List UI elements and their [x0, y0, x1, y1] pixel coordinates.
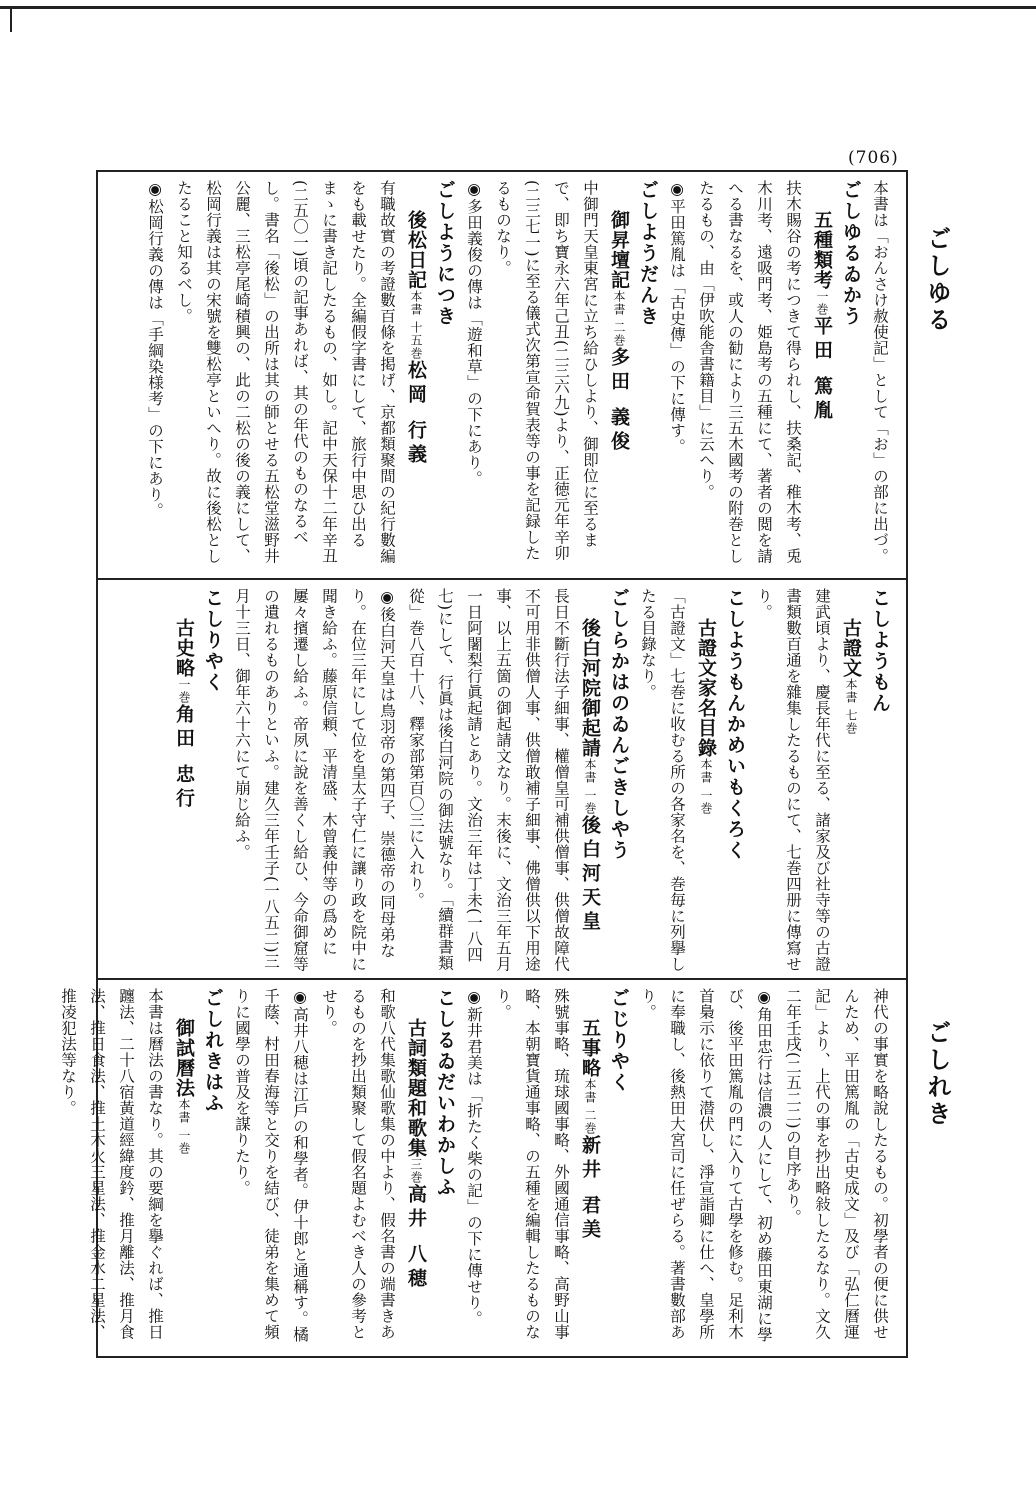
entry-title-line [169, 588, 198, 972]
tier-lower-text [47, 980, 906, 1356]
running-head-bottom: ごしれき [923, 1020, 952, 1128]
entry-title-line [575, 988, 604, 1352]
entry-title-line [401, 988, 430, 1352]
book-title: 古詞類題和歌集 [405, 1018, 427, 1159]
book-title: 古證文 [840, 618, 862, 679]
entry-body: ◉角田忠行は信濃の人にして、初め藤田東湖に學び、後平田篤胤の門に入りて古學を修む。足利木首梟示に依りて潜伏し、淨宣詣卿に仕へ、皇學所に奉職し、後熱田大宮司に任ぜらる。著書數部あり。 [639, 988, 773, 1343]
entry-heading: こしりやく [202, 588, 224, 693]
entry-body: 神代の事實を略說したるもの。初學者の便に供せんため、平田篤胤の「古史成文」及び「弘仁曆運記」より、上代の事を抄出略敍したるなり。文久二年壬戌(二五二二)の自序あり。 [784, 988, 889, 1340]
volume-count: 本書 十五巻 [409, 290, 423, 361]
entry-body: 有職故實の考證數百條を掲げ、京都類聚間の紀行數編をも載せたり。全編假字書にして、旅行中思ひ出るまゝに書き記したるもの、如し。記中天保十二年辛丑(二五〇一)頃の記事あれば、其の年代のものなるべし。書名「後松」の出所は其の師とせる五松堂滋野井公麗、三松亭尾崎積興の、此の二松の後の義にして、松岡行義は其の宋號を雙松亭といへり。故に後松としたること知るべし。 [175, 180, 396, 564]
book-title: 後松日記 [405, 210, 427, 291]
volume-count: 一巻 [815, 290, 829, 317]
entry-title-line [807, 180, 836, 572]
entry-body: 本書は「おんさけ赦使記」として「お」の部に出づ。 [871, 180, 889, 564]
entry-body: ◉松岡行義の傳は「手綱染様考」の下にあり。 [146, 180, 164, 519]
entry-body: ◉平田篤胤は「古史傳」の下に傳す。 [668, 180, 686, 455]
tier-upper [98, 172, 906, 576]
book-title: 後白河院御起請 [579, 618, 601, 759]
entry-heading: ごしようにつき [434, 180, 456, 327]
book-title: 御試曆法 [173, 1018, 195, 1099]
entry-body: 和歌八代集歌仙歌集の中より、假名書の端書きあるものを抄出類聚して假名題よむべき人の參考とせり。 [320, 988, 396, 1340]
book-title: 五種類考 [811, 210, 833, 291]
volume-count: 本書 一巻 [699, 758, 713, 816]
entry-body: ◉高井八穂は江戶の和學者。伊十郎と通稱す。橘千蔭、村田春海等と交りを結び、徒弟を集めて頻りに國學の普及を謀りたり。 [233, 988, 309, 1343]
entry-body: ◉後白河天皇は鳥羽帝の第四子、崇德帝の同母弟なり。在位三年にして位を皇太子守仁に讓り政を院中に聞き給ふ。藤原信頼、平清盛、木曾義仲等の爲めに屢々擯遷し給ふ。帝夙に說を善くし給ひ、今命御窟等の遺れるものありといふ。建久三年壬子(一八五二)三月十三日、御年六十六にて崩じ給ふ。 [233, 588, 396, 972]
entry-body: 「古證文」七巻に收むる所の各家名を、巻毎に列擧したる目錄なり。 [639, 588, 686, 972]
book-author: 平田 篤胤 [811, 316, 833, 425]
entry-heading: ごしようだんき [637, 180, 659, 327]
entry-body: 建武頃より、慶長年代に至る、諸家及び社寺等の古證書類數百通を雜集したるものにて、七巻四册に傳寫せり。 [755, 588, 831, 972]
book-author: 新井 君美 [579, 1135, 601, 1243]
volume-count: 一巻 [177, 678, 191, 705]
book-author: 後白河天皇 [579, 815, 601, 936]
volume-count: 本書 二巻 [612, 290, 626, 348]
entry-title-line [575, 588, 604, 972]
tier-middle [98, 580, 906, 976]
entry-heading: こしるゐだいわかしふ [434, 988, 456, 1198]
entry-title-line [401, 180, 430, 572]
tier-lower [59, 980, 906, 1356]
book-author: 松岡 行義 [405, 360, 427, 468]
entry-title-line [169, 988, 198, 1352]
tier-middle-text [163, 580, 906, 976]
book-author: 角田 忠行 [173, 704, 195, 813]
entry-body: 殊號事略、琉球國事略、外國通信事略、高野山事略、本朝寶貨通事略、の五種を編輯したるものなり。 [494, 988, 570, 1340]
tier-upper-text [134, 172, 906, 576]
entry-body: ◉新井君美は「折たく柴の記」の下に傳せり。 [465, 988, 483, 1327]
entry-heading: こしようもん [869, 588, 891, 714]
volume-count: 本書 一巻 [583, 758, 597, 816]
volume-count: 本書 七巻 [844, 678, 858, 736]
entry-heading: ごしゆるゐかう [840, 180, 862, 327]
book-author: 多田 義俊 [608, 347, 630, 455]
volume-count: 三巻 [409, 1158, 423, 1185]
entry-body: ◉多田義俊の傳は「遊和草」の下にあり。 [465, 180, 483, 487]
book-title: 五事略 [579, 1018, 601, 1079]
book-title: 古證文家名目錄 [695, 618, 717, 759]
entry-body: 中御門天皇東宮に立ち給ひしより、御即位に至るまで、即ち寶永六年己丑(二三六九)より、正徳元年辛卯(二三七一)に至る儀式次第宣命賀表等の事を記録したるものなり。 [494, 180, 599, 562]
book-title: 御昇壇記 [608, 210, 630, 291]
entry-title-line [604, 180, 633, 572]
entry-heading: ごしらかはのゐんごきしやう [608, 588, 630, 861]
running-head-top: ごしゆる [923, 226, 952, 334]
book-title: 古史略 [173, 618, 195, 679]
entry-body: 長日不斷行法子細事、權僧皇可補供僧事、供僧故障代不可用非供僧人事、供僧敢補子細事、佛僧供以下用途事、以上五箇の御起請文なり。末後に、文治三年五月一日阿闍梨行眞起請とあり。文治三年は丁未(一八四七)にして、行眞は後白河院の御法號なり。「續群書類從」巻八百十八、釋家部第百〇三に入れり。 [407, 588, 570, 972]
top-border-line [0, 6, 1036, 9]
entry-heading: ごじりやく [608, 988, 630, 1093]
entry-body: 本書は曆法の書なり。其の要綱を擧ぐれば、推日躔法、二十八宿黃道經緯度鈐、推月離法、推月食法、推日食法、推土木火三星法、推金水二星法、推凌犯法等なり。 [59, 988, 164, 1340]
entry-title-line [836, 588, 865, 972]
entry-heading: ごしれきはふ [202, 988, 224, 1114]
left-edge-mark [10, 6, 12, 32]
volume-count: 本書 一巻 [177, 1098, 191, 1156]
entry-body: 扶木賜谷の考につきて得られし、扶桑記、稚木考、兎木川考、遠吸門考、姫島考の五種にて、著者の閲を請へる書なるを、或人の勧により三五木國考の附巻としたるもの、由「伊吹能舎書籍目」に云へり。 [697, 180, 802, 564]
entry-title-line [691, 588, 720, 972]
volume-count: 本書 二巻 [583, 1078, 597, 1136]
page-number: (706) [848, 148, 899, 168]
entry-heading: こしようもんかめいもくろく [724, 588, 746, 861]
book-author: 高井 八穂 [405, 1184, 427, 1293]
